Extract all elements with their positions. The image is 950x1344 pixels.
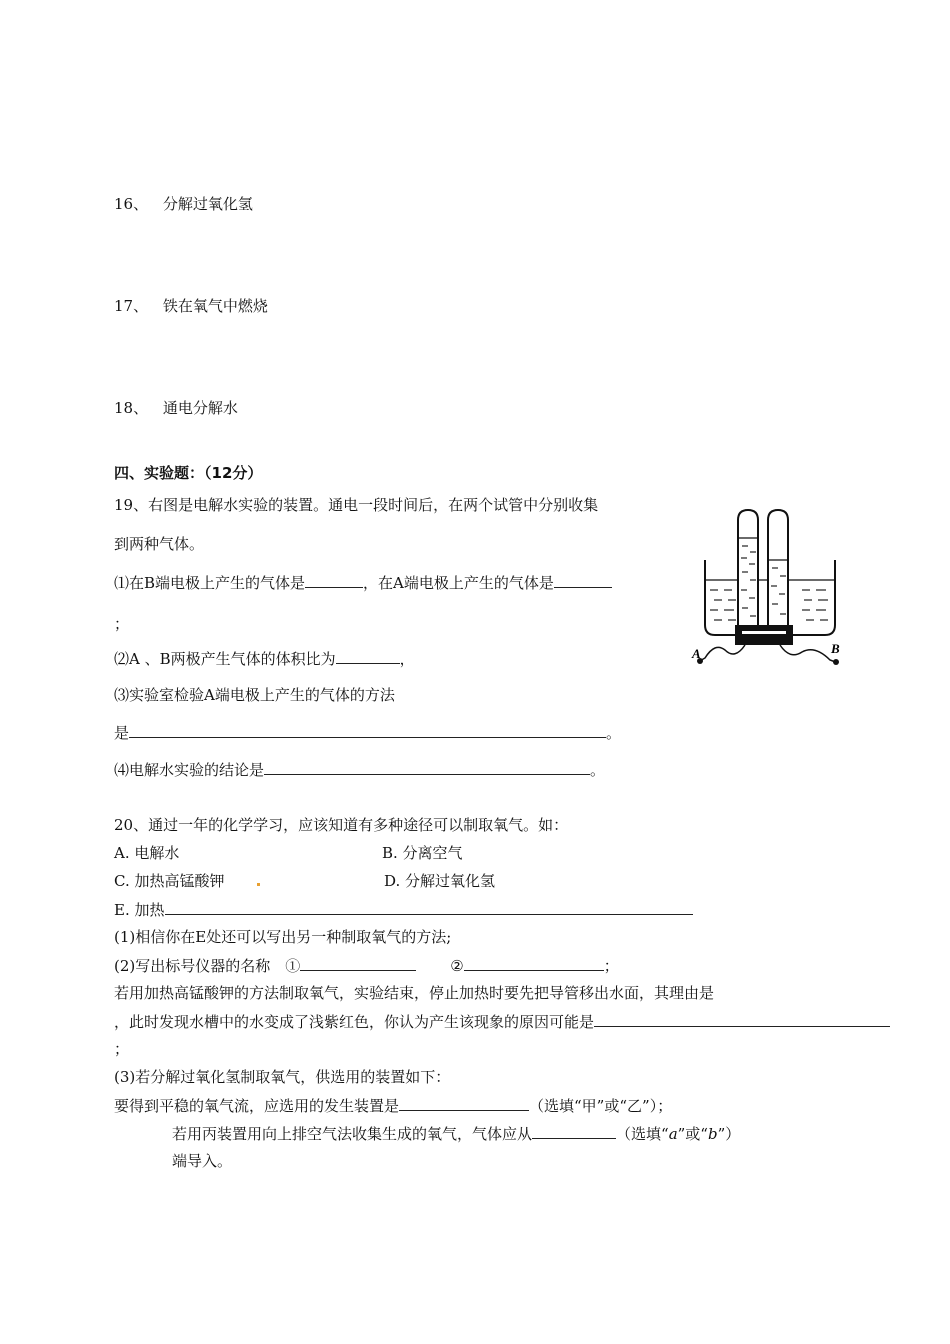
q20-sub2 [114, 955, 619, 976]
q20-option-b: B. 分离空气 [382, 844, 463, 862]
q20-option-e-text: E. 加热 [114, 901, 165, 919]
q19-intro-line1: 19、右图是电解水实验的装置。通电一段时间后，在两个试管中分别收集 [114, 496, 599, 514]
question-number: 18、 [114, 399, 149, 417]
q19-part1-text-b: ，在A端电极上产生的气体是 [363, 574, 554, 592]
q20-sub3-line3-close: ”） [717, 1125, 741, 1143]
answer-blank[interactable] [165, 899, 693, 915]
question-text: 铁在氧气中燃烧 [162, 297, 268, 315]
q20-sub3-line2 [114, 1095, 672, 1116]
q19-part4-text: ⑷电解水实验的结论是 [114, 761, 265, 779]
wire-a [698, 645, 745, 662]
q19-part2-end: ， [399, 650, 415, 668]
q19-part1-text-a: ⑴在B端电极上产生的气体是 [114, 574, 306, 592]
question-18 [114, 398, 238, 418]
q19-part4-end: 。 [590, 761, 606, 779]
question-number: 17、 [114, 297, 149, 315]
question-text: 分解过氧化氢 [162, 195, 253, 213]
answer-blank[interactable] [464, 955, 604, 971]
answer-blank[interactable] [532, 1123, 616, 1139]
q19-intro-line2: 到两种气体。 [114, 535, 205, 553]
q20-sub3-line3-or: ”或“ [677, 1125, 708, 1143]
q19-part3-end: 。 [606, 724, 622, 742]
question-16 [114, 194, 253, 214]
q20-sub3-line3 [172, 1123, 740, 1144]
ink-dot [257, 883, 260, 886]
answer-blank[interactable] [305, 572, 363, 588]
answer-blank[interactable] [554, 572, 612, 588]
answer-blank[interactable] [129, 722, 606, 738]
question-17 [114, 296, 268, 316]
q20-sub3-line3-text: 若用丙装置用向上排空气法收集生成的氧气，气体应从 [172, 1125, 533, 1143]
answer-blank[interactable] [300, 955, 416, 971]
q20-sub3-line4: 端导入。 [172, 1152, 233, 1170]
q20-sub2-line2: 若用加热高锰酸钾的方法制取氧气，实验结束，停止加热时要先把导管移出水面，其理由是 [114, 984, 715, 1002]
q20-sub2-line4: ； [114, 1040, 130, 1058]
q20-intro: 20、通过一年的化学学习，应该知道有多种途径可以制取氧气。如： [114, 816, 569, 834]
wire-b [780, 645, 838, 663]
answer-blank[interactable] [336, 648, 400, 664]
answer-blank[interactable] [264, 759, 590, 775]
section-heading: 四、实验题：（12分） [114, 464, 263, 482]
q20-sub3-line3-choice: （选填“ [616, 1125, 669, 1143]
answer-blank[interactable] [594, 1011, 890, 1027]
label-a: A [692, 646, 701, 661]
electrolysis-apparatus-diagram [690, 500, 850, 675]
q20-sub1: (1)相信你在E处还可以写出另一种制取氧气的方法; [114, 928, 452, 946]
q19-part1 [114, 572, 612, 593]
q20-sub2-line3-text: ，此时发现水槽中的水变成了浅紫红色，你认为产生该现象的原因可能是 [114, 1013, 595, 1031]
var-b: b [707, 1125, 718, 1143]
q20-option-d: D. 分解过氧化氢 [384, 872, 496, 890]
stopper-base [735, 625, 793, 645]
q19-part1-end: ； [114, 615, 130, 633]
question-text: 通电分解水 [162, 399, 238, 417]
q20-sub2-text-a: (2)写出标号仪器的名称 ① [114, 957, 301, 975]
q20-sub2-end: ； [603, 957, 619, 975]
q20-option-a: A. 电解水 [114, 844, 180, 862]
q19-part3-line2 [114, 722, 621, 743]
q20-option-e [114, 899, 693, 920]
q19-part2 [114, 648, 415, 669]
answer-blank[interactable] [399, 1095, 529, 1111]
q20-sub3-line2-text: 要得到平稳的氧气流，应选用的发生装置是 [114, 1097, 400, 1115]
q19-part2-text: ⑵A 、B两极产生气体的体积比为 [114, 650, 336, 668]
q19-part4 [114, 759, 605, 780]
q20-sub2-line3 [114, 1011, 890, 1032]
q19-part3-line1: ⑶实验室检验A端电极上产生的气体的方法 [114, 686, 395, 704]
q19-part3-text: 是 [114, 724, 130, 742]
question-number: 16、 [114, 195, 149, 213]
q20-sub2-text-b: ② [450, 957, 464, 975]
q20-option-c: C. 加热高锰酸钾 [114, 872, 225, 890]
var-a: a [668, 1125, 678, 1143]
q20-sub3-line2-end: （选填“甲”或“乙”）； [529, 1097, 673, 1115]
q20-sub3: (3)若分解过氧化氢制取氧气，供选用的装置如下： [114, 1068, 451, 1086]
label-b: B [831, 641, 840, 656]
